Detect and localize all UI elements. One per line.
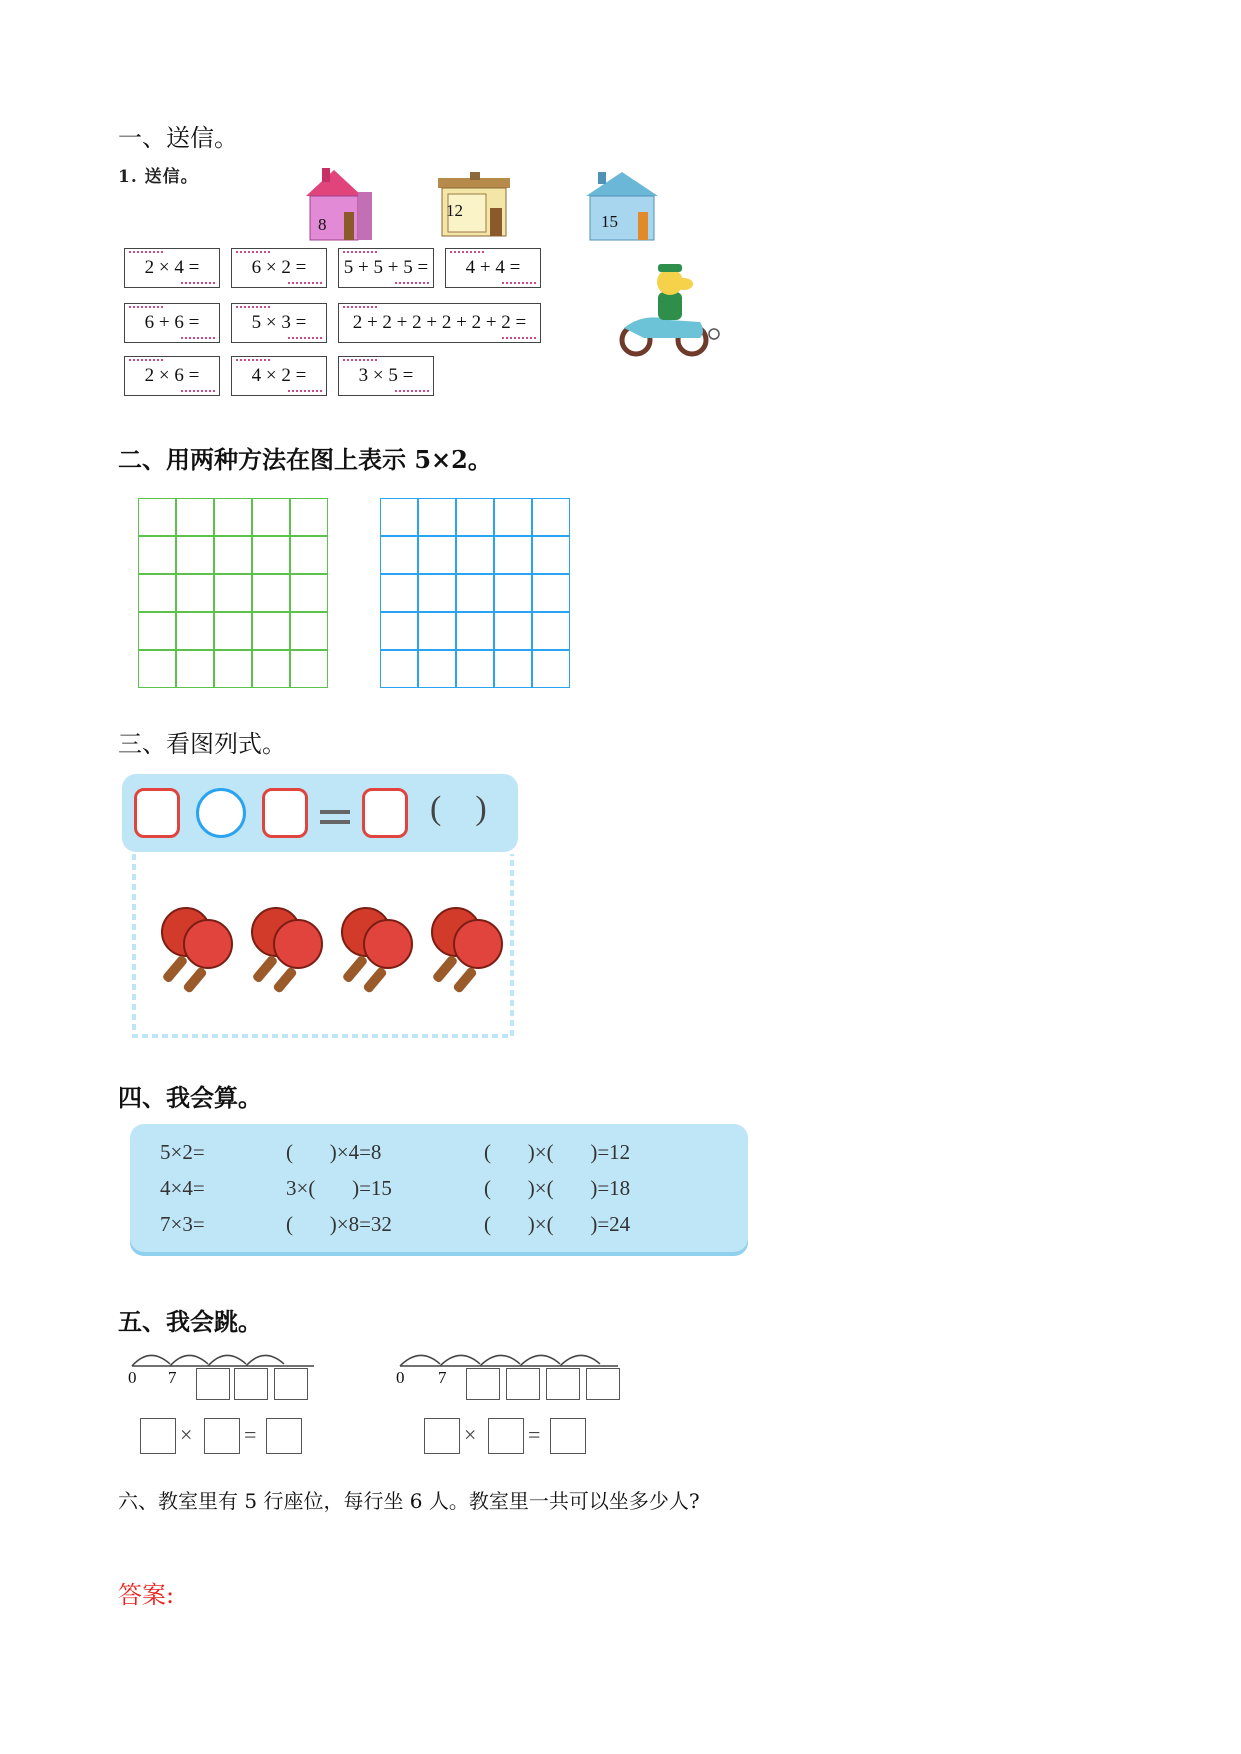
paddle-pair: [162, 908, 232, 994]
calc-item[interactable]: 3×( )=15: [286, 1176, 392, 1200]
number-line-answer-box[interactable]: [506, 1368, 540, 1400]
envelope: 5 × 3 =: [231, 303, 327, 343]
answer-label: 答案:: [118, 1581, 175, 1609]
envelope: 6 × 2 =: [231, 248, 327, 288]
product-box[interactable]: [266, 1418, 302, 1454]
picture-panel: [120, 774, 520, 1040]
times-sign: ×: [180, 1422, 193, 1447]
number-line-answer-box[interactable]: [586, 1368, 620, 1400]
envelope: 2 × 4 =: [124, 248, 220, 288]
grid-blue[interactable]: [380, 498, 570, 688]
envelope: 4 × 2 =: [231, 356, 327, 396]
equals-sign: =: [528, 1422, 541, 1447]
calc-item: 7×3=: [160, 1212, 205, 1236]
multiplier-box[interactable]: [488, 1418, 524, 1454]
section-4-title: 四、我会算。: [118, 1083, 262, 1112]
number-line-label: 0: [396, 1368, 405, 1387]
number-line-label: 7: [168, 1368, 177, 1387]
answer-box-2[interactable]: [262, 788, 308, 838]
number-line-answer-box[interactable]: [274, 1368, 308, 1400]
product-box[interactable]: [550, 1418, 586, 1454]
envelope: 5 + 5 + 5 =: [338, 248, 434, 288]
envelope: 4 + 4 =: [445, 248, 541, 288]
grid-green[interactable]: [138, 498, 328, 688]
calc-item[interactable]: ( )×8=32: [286, 1212, 392, 1236]
number-line-answer-box[interactable]: [234, 1368, 268, 1400]
multiplier-box[interactable]: [204, 1418, 240, 1454]
calc-item: 4×4=: [160, 1176, 205, 1200]
number-line-label: 7: [438, 1368, 447, 1387]
section-3-title: 三、看图列式。: [118, 730, 286, 758]
number-line-answer-box[interactable]: [466, 1368, 500, 1400]
equals-bar-top: [320, 810, 350, 814]
calc-item[interactable]: ( )×( )=12: [484, 1140, 631, 1164]
calc-item[interactable]: ( )×( )=18: [484, 1176, 631, 1200]
envelope: 2 × 6 =: [124, 356, 220, 396]
paddle-pair: [252, 908, 322, 994]
multiplicand-box[interactable]: [424, 1418, 460, 1454]
multiplicand-box[interactable]: [140, 1418, 176, 1454]
house-number-15: 15: [601, 212, 618, 231]
house-number-12: 12: [446, 201, 463, 220]
calc-item: 5×2=: [160, 1140, 205, 1164]
envelope: 3 × 5 =: [338, 356, 434, 396]
ping-pong-paddles: [156, 904, 506, 994]
paddle-pair: [342, 908, 412, 994]
envelope: 2 + 2 + 2 + 2 + 2 + 2 =: [338, 303, 541, 343]
paddle-pair: [432, 908, 502, 994]
unit-parentheses: ( ): [430, 790, 487, 827]
answer-box-3[interactable]: [362, 788, 408, 838]
house-15-illustration: [584, 170, 660, 242]
section-5-title: 五、我会跳。: [118, 1307, 262, 1336]
section-6-question: 六、教室里有 5 行座位，每行坐 6 人。教室里一共可以坐多少人?: [118, 1489, 700, 1513]
operator-circle[interactable]: [196, 788, 246, 838]
equals-sign: =: [244, 1422, 257, 1447]
number-line-answer-box[interactable]: [546, 1368, 580, 1400]
number-line-label: 0: [128, 1368, 137, 1387]
calc-panel: [130, 1124, 748, 1256]
section-2-title: 二、用两种方法在图上表示 5×2。: [118, 445, 492, 474]
number-line-answer-box[interactable]: [196, 1368, 230, 1400]
postman-dog-scooter-illustration: [614, 262, 722, 358]
section-1-title: 一、送信。: [118, 124, 238, 152]
house-8-illustration: [296, 166, 380, 244]
envelope: 6 + 6 =: [124, 303, 220, 343]
section-1-subtitle: 1. 送信。: [118, 167, 199, 187]
calc-item[interactable]: ( )×4=8: [286, 1140, 382, 1164]
house-number-8: 8: [318, 215, 327, 234]
times-sign: ×: [464, 1422, 477, 1447]
calc-item[interactable]: ( )×( )=24: [484, 1212, 631, 1236]
equals-bar-bottom: [320, 820, 350, 824]
answer-box-1[interactable]: [134, 788, 180, 838]
